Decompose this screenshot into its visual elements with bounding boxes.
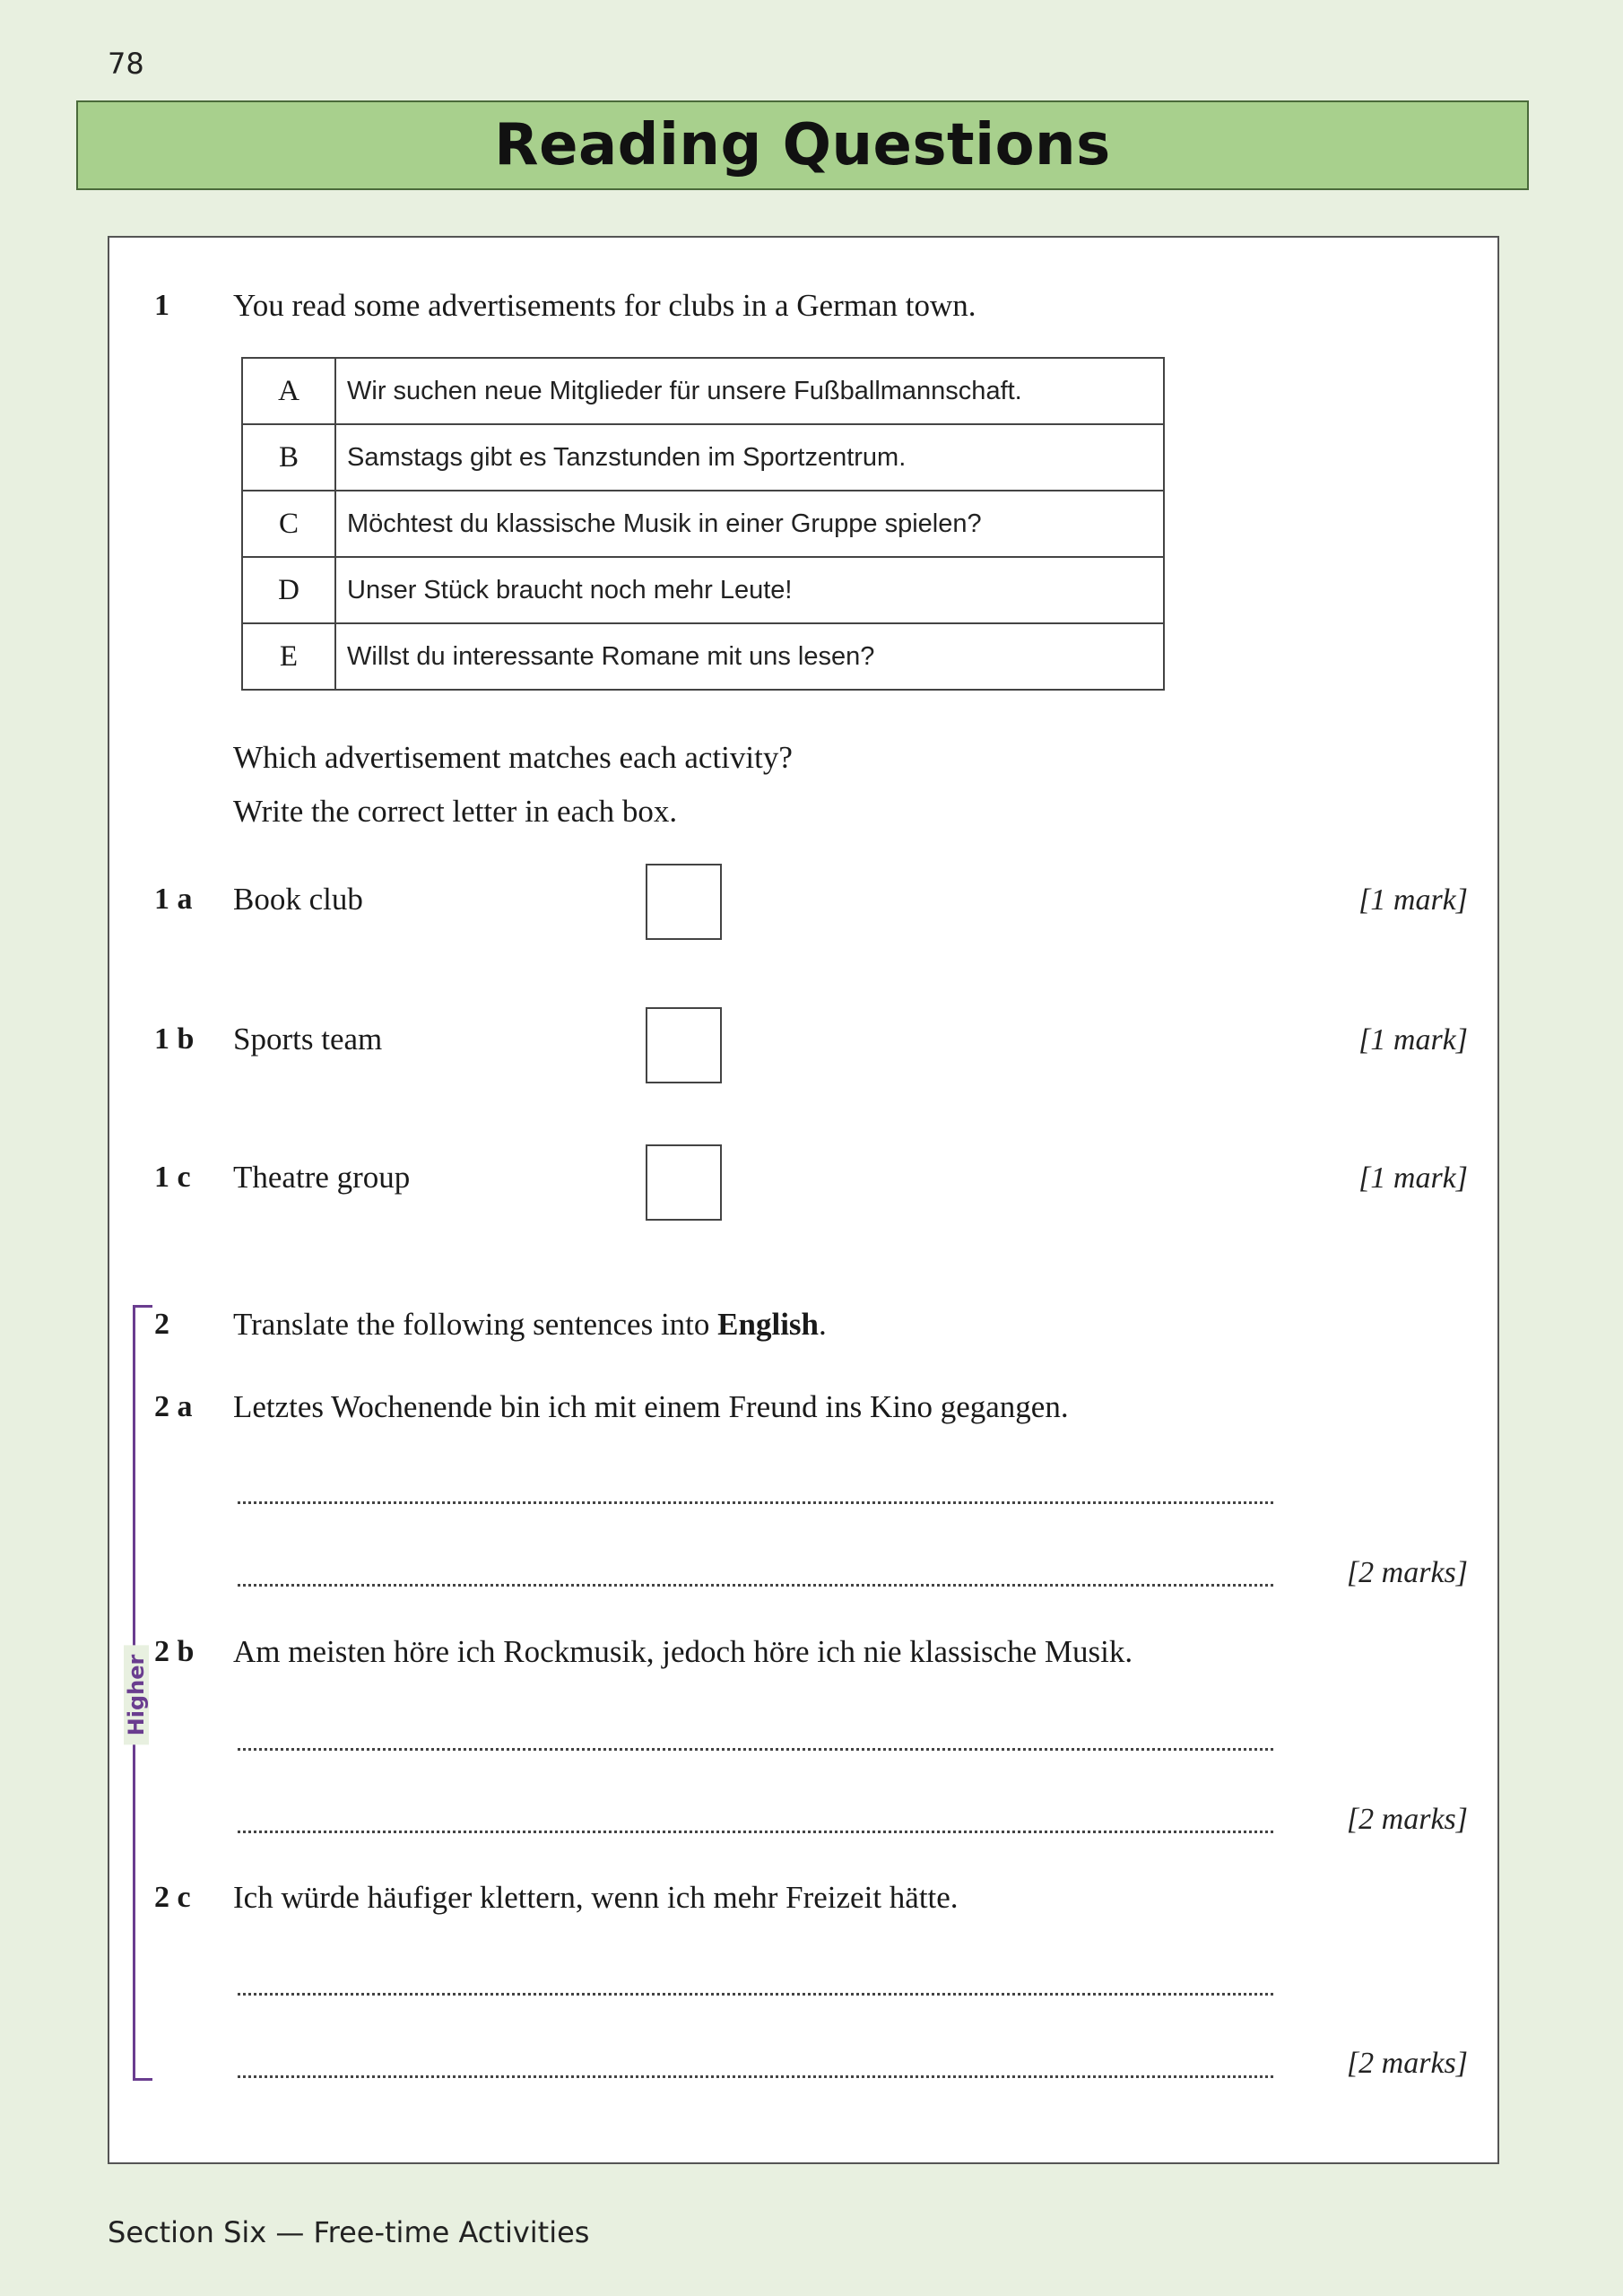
part-text: Theatre group (233, 1160, 411, 1195)
intro-suffix: . (819, 1307, 827, 1342)
ad-letter: A (242, 358, 335, 424)
intro-bold: English (717, 1307, 820, 1342)
part-number: 1 a (154, 883, 193, 916)
part-text: Ich würde häufiger klettern, wenn ich mehr Freizeit hätte. (233, 1880, 959, 1915)
ad-text: Willst du interessante Romane mit uns lesen? (335, 623, 1164, 690)
ad-letter: E (242, 623, 335, 690)
table-row (242, 358, 1164, 424)
marks-label: [1 mark] (1358, 1161, 1468, 1195)
answer-line[interactable] (238, 1989, 1273, 1996)
answer-box[interactable] (646, 864, 722, 940)
ad-letter: B (242, 424, 335, 491)
higher-label: Higher (124, 1646, 149, 1745)
page-number: 78 (108, 47, 144, 81)
answer-box[interactable] (646, 1007, 722, 1083)
marks-label: [2 marks] (1346, 1556, 1468, 1589)
answer-line[interactable] (238, 1744, 1273, 1751)
part-number: 2 b (154, 1635, 195, 1668)
table-row (242, 623, 1164, 690)
ad-text: Möchtest du klassische Musik in einer Gruppe spielen? (335, 491, 1164, 557)
answer-box[interactable] (646, 1144, 722, 1221)
page-title: Reading Questions (494, 112, 1111, 178)
question-2-intro (233, 1307, 827, 1343)
table-row (242, 557, 1164, 623)
part-number: 1 c (154, 1161, 191, 1194)
section-footer: Section Six — Free-time Activities (108, 2215, 590, 2249)
answer-line[interactable] (238, 1498, 1273, 1504)
question-2-number: 2 (154, 1308, 169, 1341)
part-text: Sports team (233, 1022, 383, 1057)
answer-line[interactable] (238, 1827, 1273, 1833)
part-text: Letztes Wochenende bin ich mit einem Freund ins Kino gegangen. (233, 1389, 1069, 1424)
part-text: Am meisten höre ich Rockmusik, jedoch höre ich nie klassische Musik. (233, 1634, 1133, 1669)
ad-letter: D (242, 557, 335, 623)
question-1-instruction: Write the correct letter in each box. (233, 794, 678, 829)
marks-label: [1 mark] (1358, 1023, 1468, 1057)
question-1-intro: You read some advertisements for clubs in a German town. (233, 288, 976, 323)
marks-label: [1 mark] (1358, 883, 1468, 917)
ad-text: Wir suchen neue Mitglieder für unsere Fußballmannschaft. (335, 358, 1164, 424)
marks-label: [2 marks] (1346, 1803, 1468, 1836)
question-1-instruction: Which advertisement matches each activity? (233, 740, 793, 775)
answer-line[interactable] (238, 2072, 1273, 2078)
part-number: 2 c (154, 1881, 191, 1914)
advertisement-table (241, 357, 1165, 691)
intro-prefix: Translate the following sentences into (233, 1307, 718, 1342)
table-row (242, 424, 1164, 491)
marks-label: [2 marks] (1346, 2047, 1468, 2080)
part-text: Book club (233, 882, 363, 917)
ad-text: Samstags gibt es Tanzstunden im Sportzentrum. (335, 424, 1164, 491)
question-1-number: 1 (154, 289, 169, 322)
part-number: 2 a (154, 1390, 193, 1423)
ad-text: Unser Stück braucht noch mehr Leute! (335, 557, 1164, 623)
part-number: 1 b (154, 1022, 195, 1056)
title-banner (76, 100, 1529, 190)
table-row (242, 491, 1164, 557)
answer-line[interactable] (238, 1580, 1273, 1587)
ad-letter: C (242, 491, 335, 557)
question-panel (108, 236, 1499, 2164)
